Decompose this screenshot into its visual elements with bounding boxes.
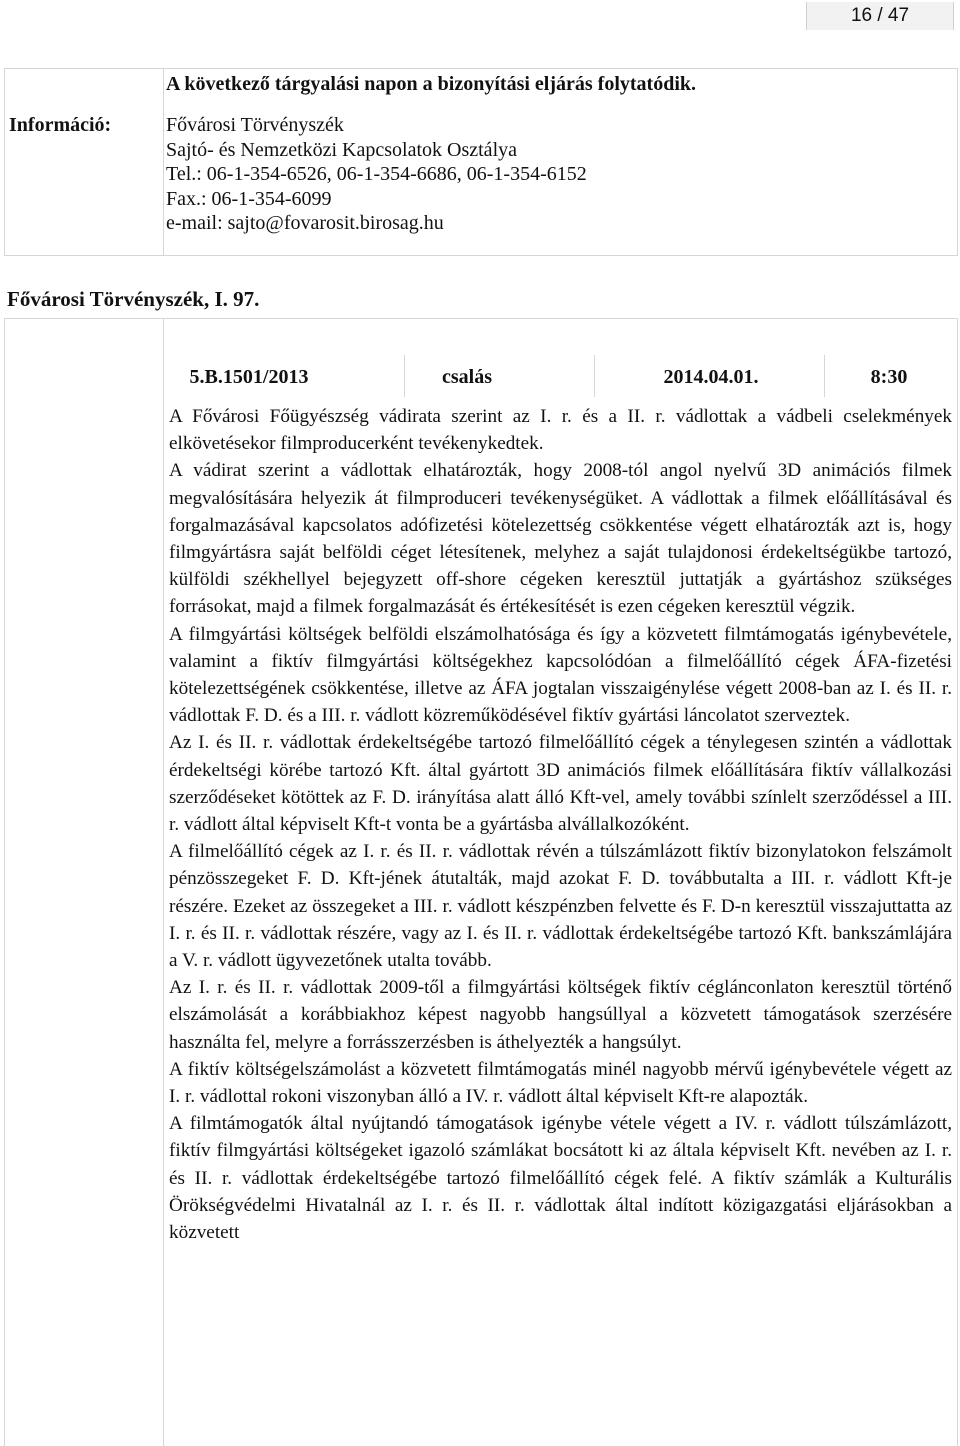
info-line-court: Fővárosi Törvényszék — [166, 114, 344, 136]
case-header-row — [164, 355, 954, 397]
info-line-phone: Tel.: 06-1-354-6526, 06-1-354-6686, 06-1-354-6152 — [166, 163, 587, 185]
table-divider — [163, 69, 164, 255]
case-description — [169, 403, 952, 1246]
paragraph: A vádirat szerint a vádlottak elhatározták, hogy 2008-tól angol nyelvű 3D animációs filmek megvalósítására helyezik át filmproduceri tevékenységüket. A vádlottak a filmek előállításával és forgalmazásával kapcsolatos adófizetési kötelezettség csökkentése végett elhatározták azt is, hogy filmgyártásra saját belföldi céget létesítenek, melyhez a saját tulajdonosi érdekeltségükbe tartozó, külföldi székhellyel bejegyzett off-shore cégeken keresztül juttatják a gyártáshoz szükséges forrásokat, majd a filmek forgalmazását és értékesítését is ezen cégeken keresztül végzik. — [169, 460, 952, 618]
table-divider — [163, 319, 164, 1446]
paragraph: A filmelőállító cégek az I. r. és II. r. vádlottak révén a túlszámlázott fiktív bizonylatokon felszámolt pénzösszegeket F. D. Kft-jének átutalták, majd azokat F. D. továbbutalta a III. r. vádlott Kft-je részére. Ezeket az összegeket a III. r. vádlott készpénzben felvette és F. D-n keresztül visszajuttatta az I. r. és II. r. vádlottak részére, vagy az I. és II. r. vádlottak érdekeltségébe tartozó Kft. bankszámlájára a V. r. vádlott ügyvezetőnek utalta tovább. — [169, 841, 952, 972]
page-number: 16 / 47 — [806, 2, 954, 30]
case-type: csalás — [442, 366, 492, 388]
info-line-fax: Fax.: 06-1-354-6099 — [166, 187, 332, 210]
paragraph: Az I. r. és II. r. vádlottak 2009-től a filmgyártási költségek fiktív céglánconlaton keresztül történő elszámolását a korábbiakhoz képest nagyobb hangsúllyal a közvetett támogatások szerzésére használta fel, melyre a forrásszerzésben is áthelyezték a hangsúlyt. — [169, 977, 952, 1053]
case-time: 8:30 — [870, 366, 908, 388]
paragraph: A filmgyártási költségek belföldi elszámolhatósága és így a közvetett filmtámogatás igénybevétele, valamint a fiktív filmgyártási költségekhez kapcsolódóan a filmelőállító cégek ÁFA-fizetési kötelezettségének csökkentése, illetve az ÁFA jogtalan visszaigénylése végett 2008-ban az I. és II. r. vádlottak F. D. és a III. r. vádlott közreműködésével fiktív gyártási láncolatot szerveztek. — [169, 623, 952, 727]
case-number: 5.B.1501/2013 — [189, 366, 309, 388]
case-row-divider — [594, 355, 595, 397]
paragraph: A Fővárosi Főügyészség vádirata szerint az I. r. és a II. r. vádlottak a vádbeli cselekmények elkövetésekor filmproducerként tevékenykedtek. — [169, 406, 952, 455]
paragraph: Az I. és II. r. vádlottak érdekeltségébe tartozó filmelőállító cégek a ténylegesen szintén a vádlottak érdekeltségi körébe tartozó Kft. által gyártott 3D animációs filmek előállítására fiktív vállalkozási szerződéseket kötöttek az F. D. irányítása alatt álló Kft-vel, amely további színlelt szerződéssel a III. r. vádlott által képviselt Kft-t vonta be a gyártásba alvállalkozóként. — [169, 732, 952, 836]
court-heading: Fővárosi Törvényszék, I. 97. — [7, 287, 260, 311]
case-date: 2014.04.01. — [663, 366, 759, 388]
paragraph: A filmtámogatók által nyújtandó támogatások igénybe vétele végett a IV. r. vádlott túlszámlázott, fiktív filmgyártási költségeket igazoló számlákat bocsátott ki az általa képviselt Kft. nevében az I. r. és II. r. vádlottak érdekeltségébe tartozó filmelőállító cégek felé. A fiktív számlák a Kulturális Örökségvédelmi Hivatalnál az I. r. és II. r. vádlottak által indított közigazgatási eljárásokban a közvetett — [169, 1113, 952, 1244]
info-line-email: e-mail: sajto@fovarosit.birosag.hu — [166, 212, 444, 234]
info-line-department: Sajtó- és Nemzetközi Kapcsolatok Osztálya — [166, 138, 517, 161]
info-contact-block — [166, 113, 587, 236]
intro-line: A következő tárgyalási napon a bizonyítási eljárás folytatódik. — [166, 73, 697, 95]
info-label: Információ: — [9, 114, 112, 136]
paragraph: A fiktív költségelszámolást a közvetett filmtámogatás minél nagyobb mérvű igénybevétele végett az I. r. vádlottal rokoni viszonyban álló a IV. r. vádlott által képviselt Kft-re alapozták. — [169, 1058, 952, 1108]
